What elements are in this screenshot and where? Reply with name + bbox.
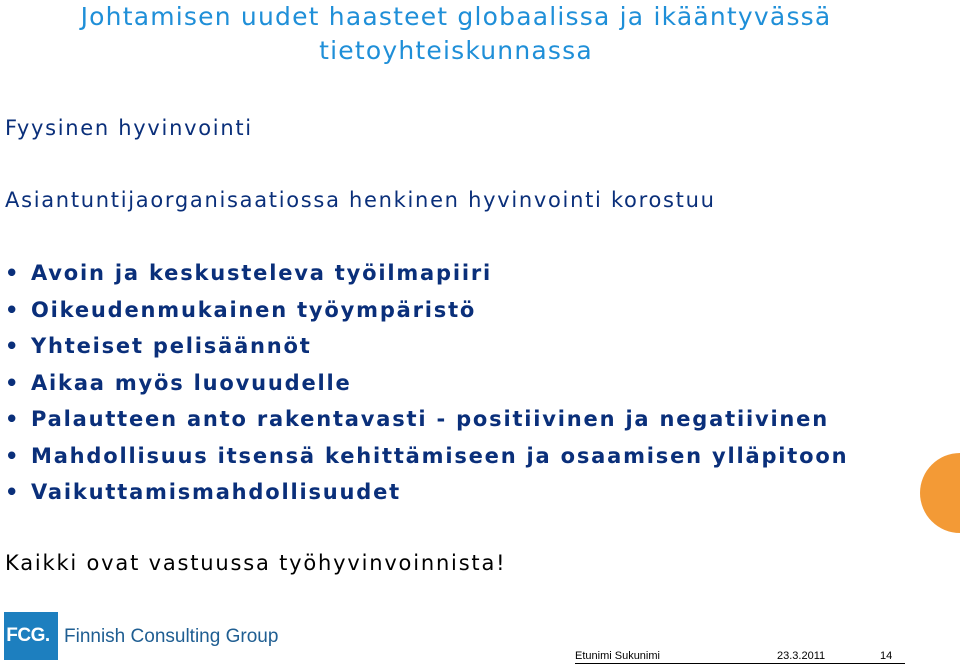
company-name: Finnish Consulting Group	[64, 626, 279, 647]
bullet-list	[5, 259, 848, 515]
list-item-text: Yhteiset pelisäännöt	[31, 334, 312, 358]
decorative-orange-circle-icon	[920, 453, 960, 533]
list-item	[5, 478, 848, 515]
list-item-text: Palautteen anto rakentavasti - positiivinen ja negatiivinen	[31, 407, 829, 431]
heading-physical-wellbeing: Fyysinen hyvinvointi	[5, 116, 253, 140]
list-item-text: Avoin ja keskusteleva työilmapiiri	[31, 261, 492, 285]
footer-author: Etunimi Sukunimi	[575, 650, 660, 662]
list-item-text: Oikeudenmukainen työympäristö	[31, 297, 477, 322]
list-item	[5, 332, 848, 369]
bullet-icon: •	[5, 370, 19, 395]
slide-title	[0, 0, 912, 68]
slide-title-line-1: Johtamisen uudet haasteet globaalissa ja ikääntyvässä	[80, 2, 832, 31]
list-item-text: Vaikuttamismahdollisuudet	[31, 480, 401, 504]
bullet-icon: •	[5, 334, 19, 358]
bullet-icon: •	[5, 480, 19, 504]
list-item-text: Aikaa myös luovuudelle	[31, 370, 352, 395]
bullet-icon: •	[5, 297, 19, 322]
list-item-text: Mahdollisuus itsensä kehittämiseen ja osaamisen ylläpitoon	[31, 443, 849, 468]
footer-date: 23.3.2011	[777, 650, 826, 662]
list-item	[5, 405, 848, 442]
closing-statement: Kaikki ovat vastuussa työhyvinvoinnista!	[5, 551, 507, 575]
footer-divider	[575, 663, 905, 664]
slide-title-line-2: tietoyhteiskunnassa	[319, 36, 593, 65]
page-number: 14	[880, 650, 893, 662]
bullet-icon: •	[5, 407, 19, 431]
list-item	[5, 259, 848, 296]
bullet-icon: •	[5, 443, 19, 468]
heading-mental-wellbeing: Asiantuntijaorganisaatiossa henkinen hyvinvointi korostuu	[5, 188, 716, 212]
list-item	[5, 369, 848, 406]
logo-divider	[52, 612, 58, 660]
list-item	[5, 296, 848, 333]
fcg-logo-icon: FCG.	[4, 612, 52, 660]
bullet-icon: •	[5, 261, 19, 285]
list-item	[5, 442, 848, 479]
